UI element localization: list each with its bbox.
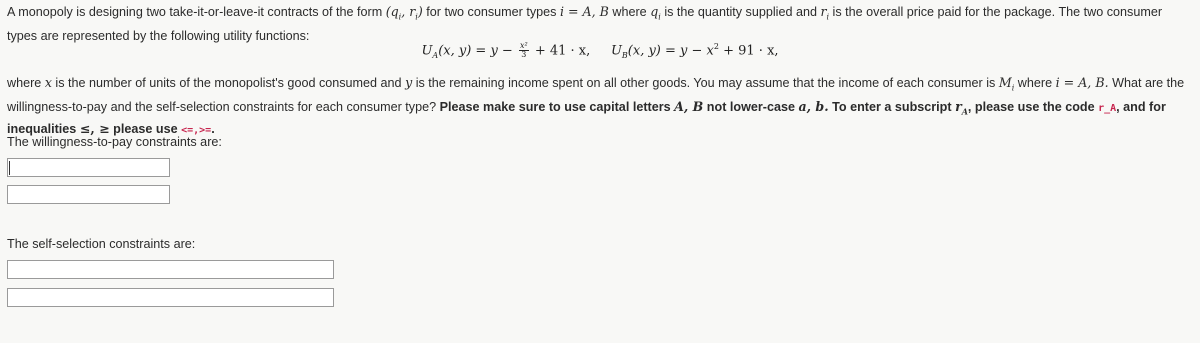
fraction: $\frac{\text{x²}}{3}$ bbox=[519, 41, 528, 60]
wtp-input-1[interactable] bbox=[7, 158, 170, 177]
intro-text: A monopoly is designing two take-it-or-leave-it contracts of the form bbox=[7, 5, 386, 19]
instruction-bold: Please make sure to use capital letters A, B not lower-case a, b. To enter a subscript $r_A$, please use the code r_A, and for inequalities ≤, ≥ please use <=,>=. bbox=[7, 98, 1166, 137]
problem-intro: A monopoly is designing two take-it-or-leave-it contracts of the form ($q_i$, $r_i$) for two consumer types i = A, B where $q_i$ is the quantity supplied and $r_i$ is the overall price paid for the package. The two consumer types are represented by the following utility functions: bbox=[7, 4, 1163, 43]
text-cursor bbox=[9, 161, 10, 175]
r-symbol: $r_i$ bbox=[820, 4, 830, 22]
wtp-label: The willingness-to-pay constraints are: bbox=[7, 135, 222, 149]
contract-form: ($q_i$, $r_i$) bbox=[385, 4, 423, 22]
utility-equations: $U_A(x$, y) = y − $\frac{\text{x²}}{3}$ + 41 · x, $U_B(x$, $y) = y - x^2 + 91 \cdot x$, bbox=[421, 41, 779, 60]
q-symbol: $q_i$ bbox=[650, 4, 661, 22]
self-selection-label: The self-selection constraints are: bbox=[7, 237, 196, 251]
self-selection-input-1[interactable] bbox=[7, 260, 334, 279]
code-subscript-example: r_A bbox=[1098, 102, 1117, 114]
consumer-types: i = A, B bbox=[559, 4, 609, 19]
wtp-input-2[interactable] bbox=[7, 185, 170, 204]
code-inequality-example: <=,>= bbox=[181, 125, 212, 137]
self-selection-input-2[interactable] bbox=[7, 288, 334, 307]
problem-instructions: where x is the number of units of the monopolist's good consumed and y is the remaining income spent on all other goods. You may assume that the income of each consumer is $M_i$ where i = A, B. What are the willingness-to-pay and the self-selection constraints for each consumer type? Please make sure to use capital letters A, B not lower-case a, b. To enter a subscript $r_A$, please use the code r_A, and for inequalities ≤, ≥ please use <=,>=. bbox=[7, 75, 1185, 137]
income-symbol: $M_i$ bbox=[998, 75, 1015, 93]
